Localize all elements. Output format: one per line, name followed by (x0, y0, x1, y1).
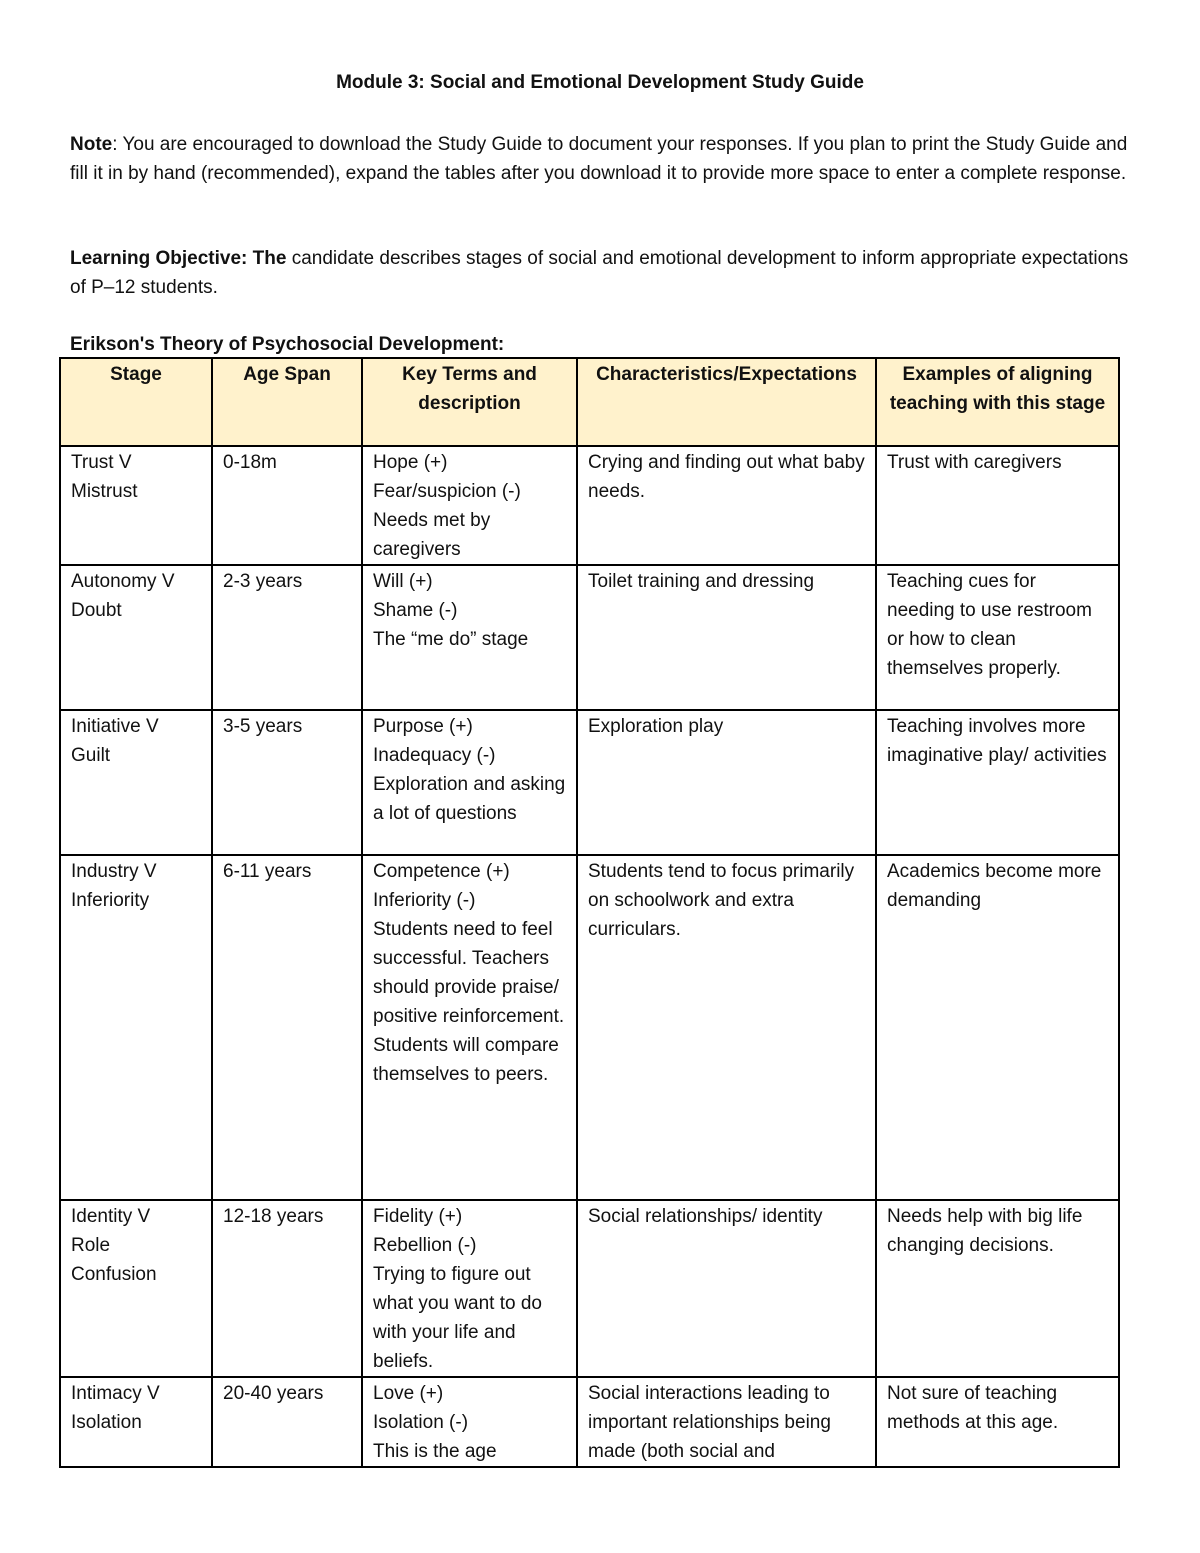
document-title: Module 3: Social and Emotional Development Study Guide (336, 72, 864, 93)
key-term: Inferiority (-) (373, 890, 476, 911)
key-term: Fidelity (+) (373, 1206, 463, 1227)
note-text: : You are encouraged to download the Study Guide to document your responses. If you plan to print the Study Guide and fill it in by hand (recommended), expand the tables after you download it to provide more space to enter a complete response. (70, 134, 1128, 184)
stage-cell (60, 565, 212, 710)
teaching-examples-cell: Academics become more demanding (876, 855, 1119, 1200)
table-row (60, 1200, 1119, 1377)
key-term: Fear/suspicion (-) (373, 481, 521, 502)
key-term: Inadequacy (-) (373, 745, 496, 766)
table-row (60, 710, 1119, 855)
key-term: Competence (+) (373, 861, 510, 882)
header-characteristics: Characteristics/Expectations (577, 358, 876, 446)
characteristics-cell: Social relationships/ identity (577, 1200, 876, 1377)
age-span-cell: 0-18m (212, 446, 362, 565)
learning-objective-label: Learning Objective: The (70, 248, 287, 269)
learning-objective-text: candidate describes stages of social and emotional development to inform appropriate expectations of P–12 students. (70, 248, 1129, 298)
key-term: This is the age (373, 1441, 497, 1462)
key-terms-cell (362, 1377, 577, 1467)
teaching-examples-cell: Not sure of teaching methods at this age. (876, 1377, 1119, 1467)
key-terms-cell (362, 446, 577, 565)
stage-line: Isolation (71, 1412, 142, 1433)
table-row (60, 855, 1119, 1200)
header-stage: Stage (60, 358, 212, 446)
teaching-examples-cell: Teaching involves more imaginative play/ activities (876, 710, 1119, 855)
age-span-cell: 6-11 years (212, 855, 362, 1200)
age-span-cell: 2-3 years (212, 565, 362, 710)
stage-cell (60, 1377, 212, 1467)
teaching-examples-cell: Trust with caregivers (876, 446, 1119, 565)
key-terms-cell (362, 565, 577, 710)
key-term: Exploration and asking a lot of questions (373, 774, 566, 824)
header-teaching-examples: Examples of aligning teaching with this stage (876, 358, 1119, 446)
table-row (60, 446, 1119, 565)
key-term: Will (+) (373, 571, 433, 592)
key-term: Rebellion (-) (373, 1235, 477, 1256)
key-term: Shame (-) (373, 600, 458, 621)
stage-line: Autonomy V (71, 571, 175, 592)
stage-cell (60, 1200, 212, 1377)
stage-line: Mistrust (71, 481, 138, 502)
stage-line: Initiative V (71, 716, 159, 737)
key-term: Hope (+) (373, 452, 448, 473)
stage-cell (60, 710, 212, 855)
key-term: Purpose (+) (373, 716, 473, 737)
characteristics-cell: Crying and finding out what baby needs. (577, 446, 876, 565)
stage-line: Intimacy V (71, 1383, 160, 1404)
characteristics-cell: Toilet training and dressing (577, 565, 876, 710)
stage-line: Guilt (71, 745, 111, 766)
erikson-stages-table (59, 357, 1120, 1468)
stage-cell (60, 855, 212, 1200)
table-header-row (60, 358, 1119, 446)
key-term: Needs met by caregivers (373, 510, 491, 560)
stage-line: Doubt (71, 600, 122, 621)
key-term: Love (+) (373, 1383, 444, 1404)
key-term: Trying to figure out what you want to do with your life and beliefs. (373, 1264, 542, 1372)
key-term: The “me do” stage (373, 629, 529, 650)
characteristics-cell: Students tend to focus primarily on schoolwork and extra curriculars. (577, 855, 876, 1200)
stage-cell (60, 446, 212, 565)
key-term: Isolation (-) (373, 1412, 469, 1433)
header-key-terms: Key Terms and description (362, 358, 577, 446)
stage-line: Role (71, 1235, 111, 1256)
stage-line: Trust V (71, 452, 132, 473)
characteristics-cell: Social interactions leading to important relationships being made (both social and (577, 1377, 876, 1467)
stage-line: Inferiority (71, 890, 150, 911)
note-label: Note (70, 134, 113, 155)
table-caption: Erikson's Theory of Psychosocial Development: (70, 334, 505, 355)
stage-line: Industry V (71, 861, 157, 882)
header-age-span: Age Span (212, 358, 362, 446)
age-span-cell: 20-40 years (212, 1377, 362, 1467)
teaching-examples-cell: Needs help with big life changing decisions. (876, 1200, 1119, 1377)
teaching-examples-cell: Teaching cues for needing to use restroom or how to clean themselves properly. (876, 565, 1119, 710)
stage-line: Identity V (71, 1206, 151, 1227)
key-terms-cell (362, 1200, 577, 1377)
table-row (60, 1377, 1119, 1467)
learning-objective-paragraph (70, 244, 1130, 302)
characteristics-cell: Exploration play (577, 710, 876, 855)
age-span-cell: 3-5 years (212, 710, 362, 855)
stage-line: Confusion (71, 1264, 157, 1285)
key-terms-cell (362, 710, 577, 855)
note-paragraph (70, 130, 1130, 188)
key-terms-cell (362, 855, 577, 1200)
key-term: Students need to feel successful. Teachers should provide praise/ positive reinforcement. Students will compare themselves to peers. (373, 919, 565, 1085)
age-span-cell: 12-18 years (212, 1200, 362, 1377)
table-row (60, 565, 1119, 710)
